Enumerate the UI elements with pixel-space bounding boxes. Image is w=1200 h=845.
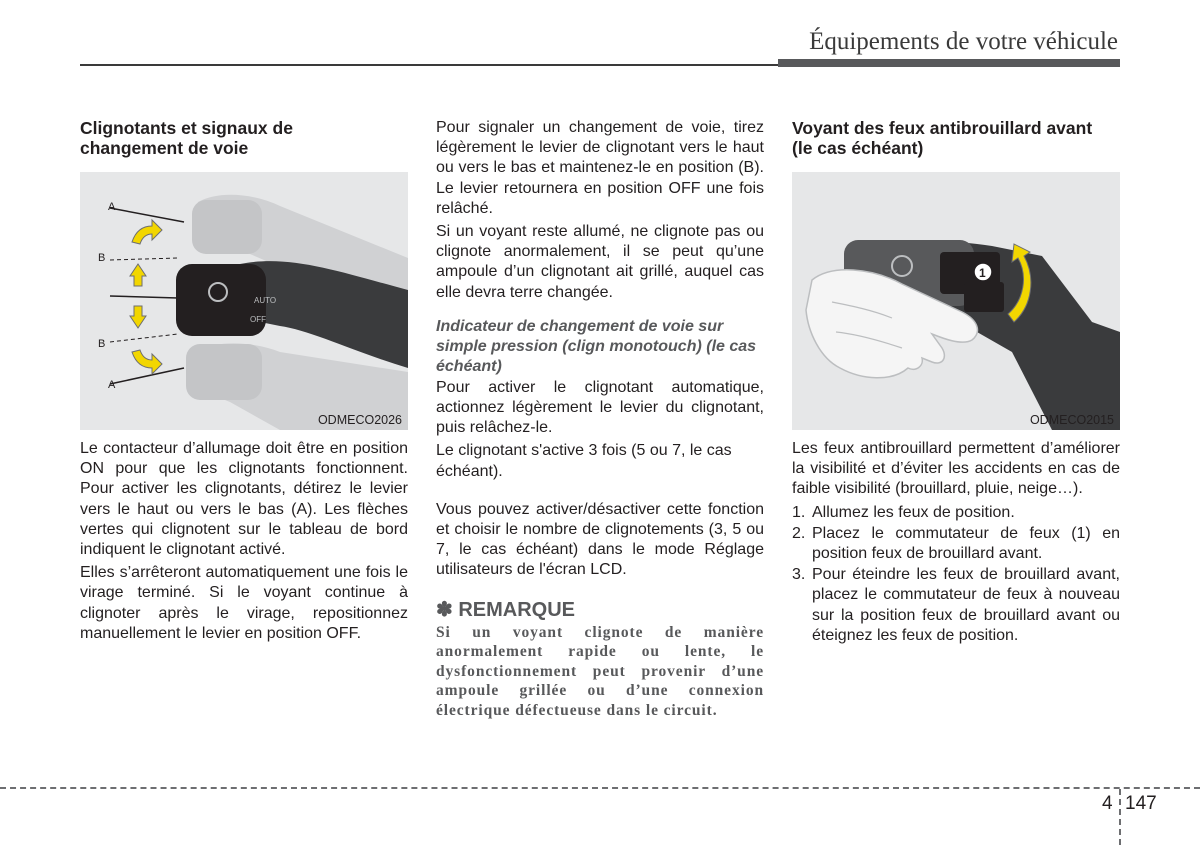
list-item: 2. Placez le commutateur de feux (1) en position feux de brouillard avant. [792,524,1120,563]
section-heading-fog-lamp: Voyant des feux antibrouillard avant (le cas échéant) [792,118,1093,158]
paragraph-ignition: Le contacteur d’allumage doit être en position ON pour que les clignotants fonctionnent. Pour activer les clignotants, détirez le levier vers le haut ou vers le bas (A). Les flèches vertes qui clignotent sur le tableau de bord indiquent le clignotant activé. [80,440,408,559]
figure-label-b-bottom: B [98,338,106,350]
stalk-label-auto: AUTO [254,296,277,305]
fog-lamp-switch-illustration [792,172,1120,430]
turn-signal-lever-diagram [80,172,408,430]
figure-label-b-top: B [98,252,106,264]
paragraph-lcd-setting: Vous pouvez activer/désactiver cette fonction et choisir le nombre de clignotements (3, 5 ou 7, le cas échéant) dans le mode Réglage utilisateurs de l'écran LCD. [436,500,764,579]
callout-1: 1 [979,266,986,280]
paragraph-auto-cancel: Elles s’arrêteront automatiquement une fois le virage terminé. Si le voyant continue à clignoter après le virage, repositionnez manuellement le levier en position OFF. [80,564,408,642]
fog-lamp-switch-diagram [792,172,1120,430]
section-heading-turn-signals: Clignotants et signaux de changement de voie [80,118,293,158]
list-item: 3. Pour éteindre les feux de brouillard avant, placez le commutateur de feux à nouveau sur la position feux de brouillard avant ou éteignez les feux de position. [792,566,1120,644]
turn-signal-lever-illustration [80,172,408,430]
page-header-title: Équipements de votre véhicule [809,28,1118,55]
footer-rule [0,787,1200,789]
figure-code: ODMECO2015 [1029,413,1114,427]
paragraph-one-touch-count: Le clignotant s'active 3 fois (5 ou 7, le cas échéant). [436,442,732,480]
figure-label-a-top: A [108,201,116,213]
note-heading [436,599,764,621]
paragraph-fog-intro: Les feux antibrouillard permettent d’améliorer la visibilité et d’éviter les accidents en cas de faible visibilité (brouillard, pluie, neige…). [792,440,1120,498]
paragraph-one-touch-activate: Pour activer le clignotant automatique, actionnez légèrement le levier du clignotant, puis relâchez-le. [436,378,764,437]
figure-label-a-bottom: A [108,379,116,391]
paragraph-bulb-failure: Si un voyant reste allumé, ne clignote pas ou clignote anormalement, il se peut qu’une ampoule d’un clignotant ait grillé, auquel cas elle devra terre changée. [436,223,764,301]
stalk-label-off: OFF [250,315,266,324]
footer-divider [1119,789,1121,845]
paragraph-lane-change: Pour signaler un changement de voie, tirez légèrement le levier de clignotant vers le haut ou vers le bas et maintenez-le en position (B). Le levier retournera en position OFF une fois relâché. [436,119,764,217]
list-item: 1. Allumez les feux de position. [792,503,1015,521]
page-number: 147 [1125,793,1157,814]
note-text: Si un voyant clignote de manière anormalement rapide ou lente, le dysfonctionnement peut provenir d’une ampoule grillée ou d’une connexion électrique défectueuse dans le circuit. [436,623,764,720]
figure-code: ODMECO2026 [317,413,402,427]
header-rule [80,64,780,66]
fog-steps-list [792,503,1120,646]
subheading-one-touch: Indicateur de changement de voie sur simple pression (clign monotouch) (le cas échéant) [436,317,757,375]
note-title: REMARQUE [458,598,575,621]
chapter-number: 4 [1102,793,1113,814]
header-rule-bar [778,59,1120,67]
note-block [436,599,764,721]
note-symbol-icon: ✽ [436,598,453,621]
